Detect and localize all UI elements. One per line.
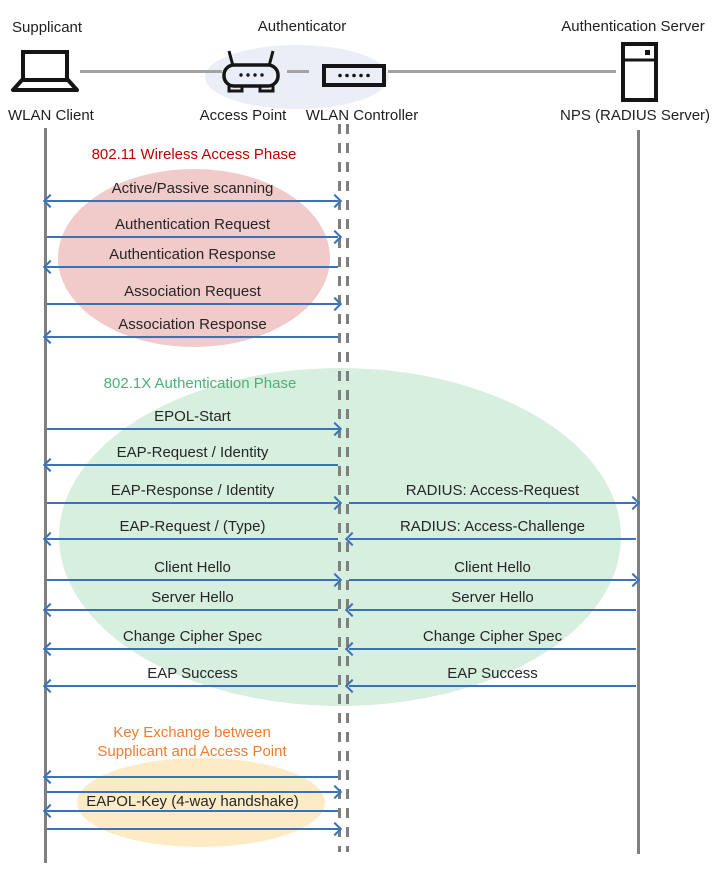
message-label-radius-access-request: RADIUS: Access-Request (405, 482, 580, 499)
device-label-wlan-client: WLAN Client (8, 107, 94, 124)
message-arrow-radius-access-request (349, 502, 636, 504)
message-arrow-authentication-request (47, 236, 338, 238)
message-arrow-epol-start (47, 428, 338, 430)
message-label-association-request: Association Request (124, 283, 261, 300)
message-arrow-eap-success (47, 685, 338, 687)
message-label-server-hello: Server Hello (451, 589, 534, 606)
message-arrow-client-hello (349, 579, 636, 581)
phase2-title: 802.1X Authentication Phase (103, 375, 297, 392)
message-arrow-arrow (47, 828, 338, 830)
connector-client-ap (80, 70, 222, 73)
message-arrow-eap-success (349, 685, 636, 687)
message-arrow-association-response (47, 336, 338, 338)
laptop-icon (10, 48, 80, 94)
message-arrow-arrow (47, 776, 338, 778)
phase3-title-line2: Supplicant and Access Point (97, 743, 287, 760)
message-label-eap-request-type: EAP-Request / (Type) (119, 518, 266, 535)
message-arrow-change-cipher-spec (349, 648, 636, 650)
message-arrow-eapol-key-4-way-handshake (47, 810, 338, 812)
message-label-association-response: Association Response (118, 316, 267, 333)
device-label-nps-server: NPS (RADIUS Server) (560, 107, 711, 124)
message-arrow-eap-request-identity (47, 464, 338, 466)
message-label-epol-start: EPOL-Start (154, 408, 231, 425)
phase3-title-line1: Key Exchange between (113, 724, 271, 741)
phase3-title (60, 723, 324, 761)
device-label-wlan-controller: WLAN Controller (305, 107, 419, 124)
connector-controller-server (388, 70, 616, 73)
message-label-authentication-response: Authentication Response (109, 246, 276, 263)
message-arrow-authentication-response (47, 266, 338, 268)
wlan-controller-icon (320, 60, 388, 90)
phase1-title: 802.11 Wireless Access Phase (91, 146, 297, 163)
server-icon (618, 40, 660, 104)
message-arrow-eap-response-identity (47, 502, 338, 504)
message-arrow-server-hello (349, 609, 636, 611)
message-arrow-client-hello (47, 579, 338, 581)
message-arrow-eap-request-type (47, 538, 338, 540)
message-label-active-passive-scanning: Active/Passive scanning (111, 180, 274, 197)
access-point-icon (220, 48, 282, 94)
connector-ap-controller (287, 70, 309, 73)
actor-role-auth-server: Authentication Server (561, 18, 705, 35)
message-label-server-hello: Server Hello (151, 589, 234, 606)
message-label-eap-success: EAP Success (147, 665, 238, 682)
message-label-change-cipher-spec: Change Cipher Spec (122, 628, 263, 645)
device-label-access-point: Access Point (199, 107, 287, 124)
message-label-client-hello: Client Hello (454, 559, 531, 576)
message-arrow-radius-access-challenge (349, 538, 636, 540)
lifeline-nps-server (637, 130, 640, 854)
actor-role-supplicant: Supplicant (12, 19, 83, 36)
message-label-change-cipher-spec: Change Cipher Spec (422, 628, 563, 645)
message-label-eap-request-identity: EAP-Request / Identity (116, 444, 269, 461)
message-label-radius-access-challenge: RADIUS: Access-Challenge (399, 518, 586, 535)
message-label-eapol-key-4-way-handshake: EAPOL-Key (4-way handshake) (86, 793, 299, 810)
message-label-authentication-request: Authentication Request (114, 216, 271, 233)
actor-role-authenticator: Authenticator (257, 18, 347, 35)
message-arrow-server-hello (47, 609, 338, 611)
message-arrow-active-passive-scanning (47, 200, 338, 202)
message-arrow-association-request (47, 303, 338, 305)
message-label-client-hello: Client Hello (154, 559, 231, 576)
message-label-eap-success: EAP Success (447, 665, 538, 682)
message-arrow-change-cipher-spec (47, 648, 338, 650)
message-label-eap-response-identity: EAP-Response / Identity (110, 482, 275, 499)
